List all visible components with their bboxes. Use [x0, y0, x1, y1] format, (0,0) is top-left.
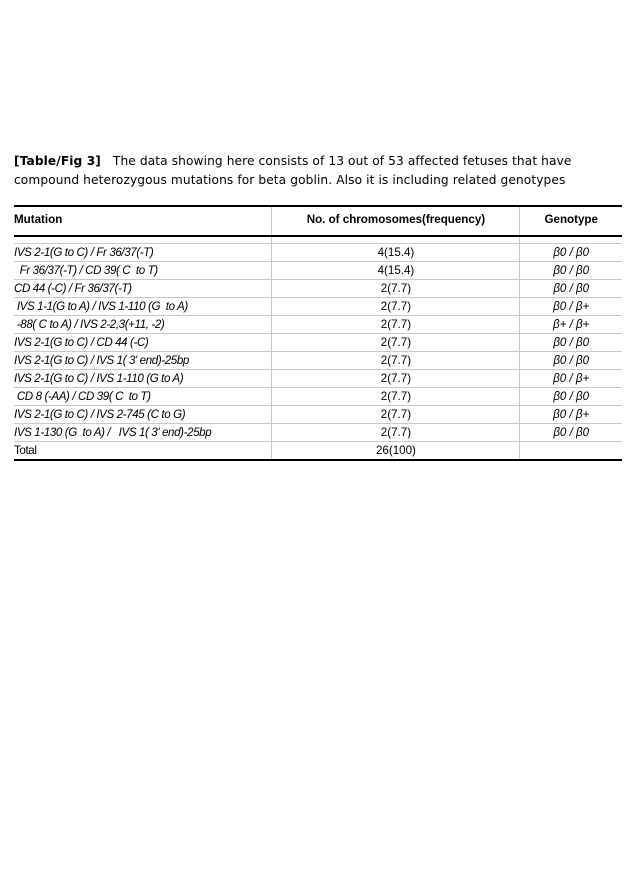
- total-row: [14, 442, 622, 461]
- chromosomes-cell: 4(15.4): [272, 244, 520, 262]
- total-label: Total: [14, 442, 272, 461]
- genotype-cell: β0 / β+: [520, 406, 622, 424]
- spacer-cell: [272, 236, 520, 244]
- chromosomes-cell: 2(7.7): [272, 406, 520, 424]
- caption-text: The data showing here consists of 13 out of 53 affected fetuses that have compound heterozygous mutations for beta goblin. Also it is including related genotypes: [14, 154, 572, 187]
- table-row: [14, 406, 622, 424]
- mutation-cell: IVS 2-1(G to C) / IVS 1-110 (G to A): [14, 370, 272, 388]
- chromosomes-cell: 2(7.7): [272, 298, 520, 316]
- genotype-cell: β0 / β0: [520, 352, 622, 370]
- table-row: [14, 244, 622, 262]
- mutation-cell: IVS 1-130 (G to A) / IVS 1( 3' end)-25bp: [14, 424, 272, 442]
- mutation-cell: Fr 36/37(-T) / CD 39( C to T): [14, 262, 272, 280]
- total-genotype: [520, 442, 622, 461]
- mutation-cell: IVS 2-1(G to C) / IVS 2-745 (C to G): [14, 406, 272, 424]
- mutations-table: [14, 205, 622, 461]
- mutation-cell: -88( C to A) / IVS 2-2,3(+11, -2): [14, 316, 272, 334]
- header-genotype: Genotype: [520, 206, 622, 236]
- mutation-cell: IVS 1-1(G to A) / IVS 1-110 (G to A): [14, 298, 272, 316]
- caption-label: [Table/Fig 3]: [14, 154, 101, 168]
- table-row: [14, 334, 622, 352]
- mutation-cell: IVS 2-1(G to C) / CD 44 (-C): [14, 334, 272, 352]
- genotype-cell: β0 / β0: [520, 280, 622, 298]
- chromosomes-cell: 2(7.7): [272, 352, 520, 370]
- chromosomes-cell: 2(7.7): [272, 424, 520, 442]
- header-row: [14, 206, 622, 236]
- header-chromosomes: No. of chromosomes(frequency): [272, 206, 520, 236]
- header-mutation: Mutation: [14, 206, 272, 236]
- table-row: [14, 424, 622, 442]
- chromosomes-cell: 2(7.7): [272, 370, 520, 388]
- mutation-cell: CD 8 (-AA) / CD 39( C to T): [14, 388, 272, 406]
- chromosomes-cell: 2(7.7): [272, 334, 520, 352]
- genotype-cell: β0 / β+: [520, 370, 622, 388]
- genotype-cell: β+ / β+: [520, 316, 622, 334]
- spacer-cell: [14, 236, 272, 244]
- spacer-row: [14, 236, 622, 244]
- genotype-cell: β0 / β0: [520, 424, 622, 442]
- table-row: [14, 280, 622, 298]
- table-row: [14, 370, 622, 388]
- total-chromosomes: 26(100): [272, 442, 520, 461]
- table-row: [14, 262, 622, 280]
- mutation-cell: CD 44 (-C) / Fr 36/37(-T): [14, 280, 272, 298]
- genotype-cell: β0 / β0: [520, 334, 622, 352]
- table-row: [14, 388, 622, 406]
- genotype-cell: β0 / β0: [520, 388, 622, 406]
- table-caption: [14, 152, 630, 190]
- table-row: [14, 352, 622, 370]
- genotype-cell: β0 / β0: [520, 262, 622, 280]
- chromosomes-cell: 4(15.4): [272, 262, 520, 280]
- chromosomes-cell: 2(7.7): [272, 388, 520, 406]
- spacer-cell: [520, 236, 622, 244]
- genotype-cell: β0 / β+: [520, 298, 622, 316]
- table-row: [14, 316, 622, 334]
- mutation-cell: IVS 2-1(G to C) / IVS 1( 3' end)-25bp: [14, 352, 272, 370]
- chromosomes-cell: 2(7.7): [272, 316, 520, 334]
- mutation-cell: IVS 2-1(G to C) / Fr 36/37(-T): [14, 244, 272, 262]
- chromosomes-cell: 2(7.7): [272, 280, 520, 298]
- genotype-cell: β0 / β0: [520, 244, 622, 262]
- table-row: [14, 298, 622, 316]
